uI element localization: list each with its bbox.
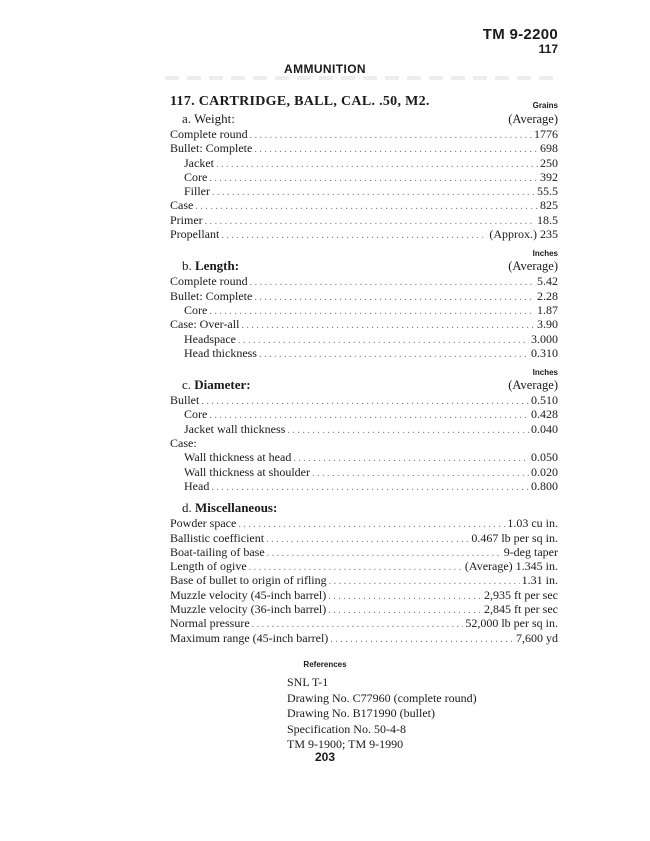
running-title: AMMUNITION xyxy=(284,62,366,76)
length-average: (Average) xyxy=(508,259,558,274)
section-title-row xyxy=(170,90,558,110)
dot-leader xyxy=(250,129,532,143)
diameter-row-label: Case: xyxy=(170,436,197,451)
length-row-label: Complete round xyxy=(170,274,248,289)
diameter-row-label: Wall thickness at head xyxy=(184,450,292,465)
weight-row-value: 1776 xyxy=(534,127,558,141)
length-row xyxy=(170,332,558,346)
diameter-row-value: 0.510 xyxy=(531,393,558,408)
length-row-label: Head thickness xyxy=(184,345,257,360)
diameter-row-label: Core xyxy=(184,407,208,422)
diameter-title: Diameter: xyxy=(194,377,251,393)
dot-leader xyxy=(254,291,535,305)
dot-leader xyxy=(250,276,535,290)
diameter-row-label: Bullet xyxy=(170,393,200,408)
misc-row xyxy=(170,588,558,602)
dot-leader xyxy=(287,424,529,438)
spec-content xyxy=(170,90,558,645)
diameter-row xyxy=(170,450,558,464)
misc-row-value: 1.31 in. xyxy=(521,573,558,588)
dot-leader xyxy=(238,334,529,348)
diameter-row-value: 0.020 xyxy=(531,464,558,479)
dot-leader xyxy=(266,533,469,547)
misc-row xyxy=(170,573,558,587)
diameter-heading xyxy=(170,376,558,393)
length-row xyxy=(170,346,558,360)
dot-leader xyxy=(216,158,538,172)
page-number: 203 xyxy=(314,750,336,764)
diameter-row xyxy=(170,422,558,436)
weight-row xyxy=(170,184,558,198)
diameter-row xyxy=(170,407,558,421)
weight-row xyxy=(170,127,558,141)
length-row-value: 0.310 xyxy=(531,345,558,360)
reference-item: TM 9-1900; TM 9-1990 xyxy=(287,737,404,752)
section-title: 117. CARTRIDGE, BALL, CAL. .50, M2. xyxy=(170,94,430,109)
weight-average: (Average) xyxy=(508,112,558,126)
references-title: References xyxy=(303,660,347,669)
diameter-units: Inches xyxy=(532,368,558,378)
reference-item: Drawing No. B171990 (bullet) xyxy=(287,706,435,721)
length-row-label: Core xyxy=(184,302,208,317)
weight-row-label: Propellant xyxy=(170,227,220,242)
dot-leader xyxy=(328,604,482,618)
dot-leader xyxy=(211,481,529,495)
dot-leader xyxy=(209,305,535,319)
diameter-row xyxy=(170,436,558,450)
misc-row-value: 2,935 ft per sec xyxy=(484,587,558,602)
weight-row-label: Complete round xyxy=(170,127,248,141)
weight-title: Weight: xyxy=(194,111,235,126)
diameter-row-value: 0.428 xyxy=(531,407,558,422)
misc-row-label: Muzzle velocity (36-inch barrel) xyxy=(170,602,327,617)
dot-leader xyxy=(221,229,487,243)
diameter-average: (Average) xyxy=(508,378,558,393)
weight-row-label: Jacket xyxy=(184,155,214,170)
diameter-row-value: 0.050 xyxy=(531,450,558,465)
diameter-row-label: Wall thickness at shoulder xyxy=(184,464,311,479)
misc-row-value: 9-deg taper xyxy=(503,544,558,559)
misc-heading xyxy=(170,499,558,516)
misc-row xyxy=(170,616,558,630)
diameter-row xyxy=(170,465,558,479)
weight-row-value: (Approx.) 235 xyxy=(489,227,558,242)
dot-leader xyxy=(205,215,535,229)
misc-row-value: 1.03 cu in. xyxy=(507,516,558,531)
length-row-label: Case: Over-all xyxy=(170,317,240,332)
dot-leader xyxy=(312,467,529,481)
misc-row-value: 0.467 lb per sq in. xyxy=(471,530,558,545)
bleed-through-shadow xyxy=(165,76,560,80)
weight-table xyxy=(170,127,558,241)
length-row-value: 1.87 xyxy=(537,302,558,317)
weight-row xyxy=(170,213,558,227)
diameter-table xyxy=(170,393,558,493)
length-letter: b. xyxy=(182,258,192,274)
weight-row-label: Filler xyxy=(184,184,210,199)
dot-leader xyxy=(201,395,529,409)
dot-leader xyxy=(293,452,529,466)
length-table xyxy=(170,274,558,360)
dot-leader xyxy=(254,143,538,157)
misc-row-label: Normal pressure xyxy=(170,616,250,631)
weight-letter: a. xyxy=(182,111,192,126)
misc-letter: d. xyxy=(182,500,192,516)
diameter-row xyxy=(170,479,558,493)
diameter-letter: c. xyxy=(182,377,192,393)
misc-row-value: (Average) 1.345 in. xyxy=(464,559,558,574)
length-row xyxy=(170,317,558,331)
weight-row-label: Case xyxy=(170,198,194,213)
weight-row xyxy=(170,156,558,170)
weight-row-label: Primer xyxy=(170,212,203,227)
length-units: Inches xyxy=(532,249,558,259)
diameter-row-value: 0.800 xyxy=(531,478,558,493)
dot-leader xyxy=(328,590,482,604)
dot-leader xyxy=(259,348,529,362)
misc-title: Miscellaneous: xyxy=(195,500,278,516)
weight-row xyxy=(170,170,558,184)
diameter-row-label: Jacket wall thickness xyxy=(184,421,286,436)
misc-row xyxy=(170,531,558,545)
misc-row-label: Powder space xyxy=(170,516,237,531)
weight-row xyxy=(170,141,558,155)
dot-leader xyxy=(209,172,538,186)
misc-row xyxy=(170,559,558,573)
misc-row xyxy=(170,631,558,645)
weight-row-value: 55.5 xyxy=(537,184,558,199)
misc-row-label: Length of ogive xyxy=(170,559,247,574)
misc-row-value: 52,000 lb per sq in. xyxy=(465,616,558,631)
length-row-value: 3.000 xyxy=(531,331,558,346)
misc-row-label: Ballistic coefficient xyxy=(170,530,265,545)
length-heading xyxy=(170,257,558,274)
weight-row xyxy=(170,227,558,241)
misc-row xyxy=(170,516,558,530)
misc-row xyxy=(170,545,558,559)
reference-item: SNL T-1 xyxy=(287,675,329,689)
misc-row-label: Muzzle velocity (45-inch barrel) xyxy=(170,587,327,602)
length-row-label: Headspace xyxy=(184,331,236,346)
length-row-label: Bullet: Complete xyxy=(170,288,253,303)
weight-heading xyxy=(170,110,558,127)
dot-leader xyxy=(241,319,535,333)
misc-row-label: Boat-tailing of base xyxy=(170,544,265,559)
length-row xyxy=(170,289,558,303)
diameter-row-label: Head xyxy=(184,478,210,493)
length-row xyxy=(170,303,558,317)
dot-leader xyxy=(330,633,514,647)
length-row-value: 5.42 xyxy=(537,274,558,289)
weight-units: Grains xyxy=(532,101,558,110)
weight-row-label: Bullet: Complete xyxy=(170,141,253,156)
dot-leader xyxy=(238,518,505,532)
weight-row-value: 825 xyxy=(540,198,558,213)
misc-row xyxy=(170,602,558,616)
length-row-value: 2.28 xyxy=(537,288,558,303)
weight-row-value: 392 xyxy=(540,169,558,184)
weight-row xyxy=(170,198,558,212)
misc-row-label: Base of bullet to origin of rifling xyxy=(170,573,327,588)
misc-table xyxy=(170,516,558,645)
weight-row-value: 698 xyxy=(540,141,558,156)
reference-item: Drawing No. C77960 (complete round) xyxy=(287,690,477,705)
weight-row-value: 18.5 xyxy=(537,212,558,227)
references-list xyxy=(287,675,477,753)
weight-row-value: 250 xyxy=(540,155,558,170)
length-title: Length: xyxy=(195,258,240,274)
weight-row-label: Core xyxy=(184,169,208,184)
diameter-row-value: 0.040 xyxy=(531,421,558,436)
misc-row-value: 2,845 ft per sec xyxy=(484,602,558,617)
length-row-value: 3.90 xyxy=(537,317,558,332)
misc-row-value: 7,600 yd xyxy=(516,630,558,645)
manual-number: TM 9-2200 xyxy=(482,26,558,43)
dot-leader xyxy=(212,186,535,200)
length-row xyxy=(170,274,558,288)
dot-leader xyxy=(195,200,538,214)
paragraph-number: 117 xyxy=(538,42,558,56)
reference-item: Specification No. 50-4-8 xyxy=(287,721,406,736)
diameter-row xyxy=(170,393,558,407)
misc-row-label: Maximum range (45-inch barrel) xyxy=(170,630,329,645)
